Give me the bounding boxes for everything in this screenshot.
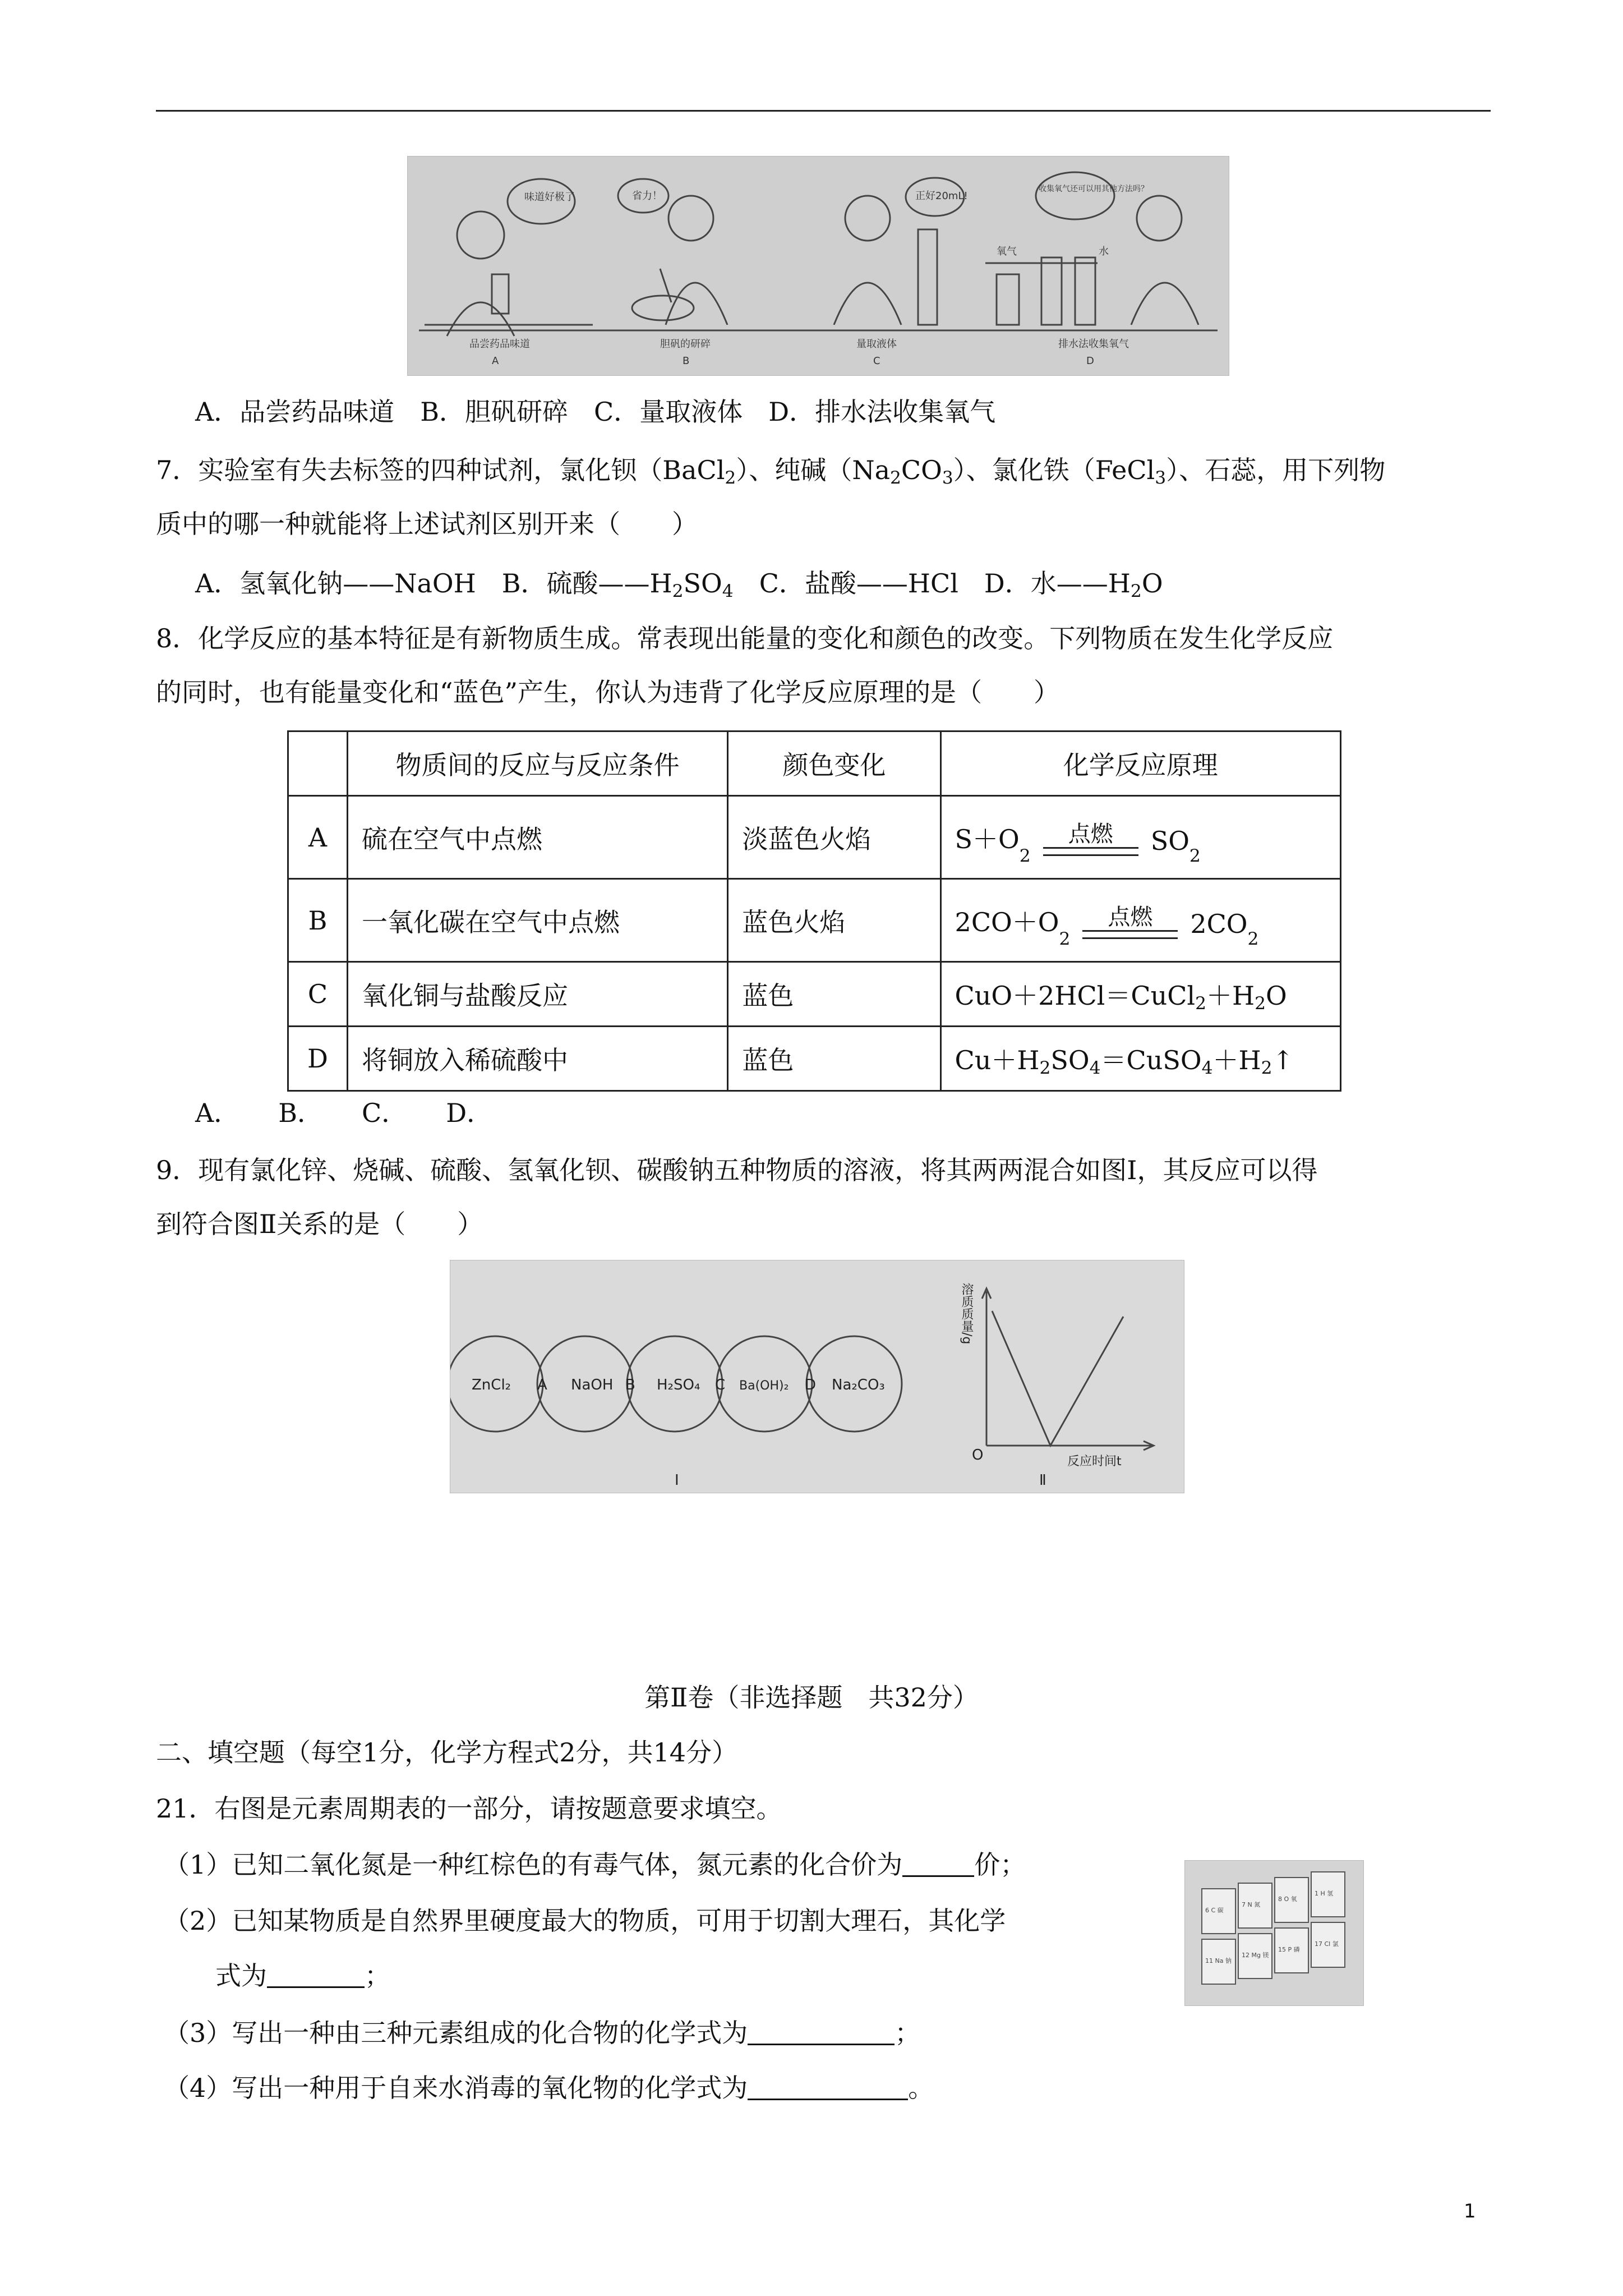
- y-axis-label: 溶质质量/g: [960, 1283, 974, 1345]
- caption-c: 量取液体: [856, 338, 897, 350]
- element-cell: 11 Na 钠: [1205, 1957, 1232, 1964]
- q9-figure: [450, 1260, 1184, 1493]
- reaction-cell: 将铜放入稀硫酸中: [347, 1027, 727, 1091]
- reaction-cell: 氧化铜与盐酸反应: [347, 962, 727, 1027]
- q21-part3: （3）写出一种由三种元素组成的化合物的化学式为 ；: [164, 2018, 921, 2048]
- color-cell: 蓝色火焰: [728, 879, 940, 962]
- answer-blank[interactable]: [902, 1851, 974, 1877]
- lab-operations-drawing: [408, 157, 1229, 375]
- label-baoh2: Ba(OH)₂: [739, 1379, 789, 1393]
- page-number: 1: [1464, 2200, 1476, 2223]
- letter-d: D: [1086, 355, 1094, 367]
- label-zncl2: ZnCl₂: [472, 1377, 511, 1393]
- label-na2co3: Na₂CO₃: [832, 1377, 885, 1393]
- q7-line1: 7．实验室有失去标签的四种试剂，氯化钡（BaCl$_2$）、纯碱$(Na_2CO_3)$、氯化铁（FeCl$_3$）、石蕊，用下列物: [156, 455, 1386, 488]
- row-label: D: [288, 1027, 348, 1091]
- reaction-cell: 一氧化碳在空气中点燃: [347, 879, 727, 962]
- row-label: B: [288, 879, 348, 962]
- q8-line1: 8．化学反应的基本特征是有新物质生成。常表现出能量的变化和颜色的改变。下列物质在发生化学反应: [156, 623, 1334, 654]
- equation-cell: $Cu+H_2SO_4=CuSO_4+H_2↑$: [940, 1027, 1340, 1091]
- fig2-label: Ⅱ: [1039, 1472, 1046, 1489]
- q21-part2-line1: （2）已知某物质是自然界里硬度最大的物质，可用于切割大理石，其化学: [164, 1906, 1006, 1936]
- letter-c: C: [873, 355, 880, 367]
- periodic-table-drawing: [1185, 1861, 1363, 2005]
- row-label: A: [288, 796, 348, 879]
- boy-head-b: [668, 196, 713, 241]
- answer-blank[interactable]: [748, 2019, 895, 2045]
- element-cell: 15 P 磷: [1278, 1946, 1300, 1953]
- speech-bubble-d: [1036, 172, 1114, 219]
- caption-d: 排水法收集氧气: [1058, 338, 1129, 350]
- color-cell: 淡蓝色火焰: [728, 796, 940, 879]
- curve-line: [992, 1311, 1123, 1446]
- q8-line2: 的同时，也有能量变化和“蓝色”产生，你认为违背了化学反应原理的是（ ）: [156, 677, 1060, 707]
- label-naoh: NaOH: [571, 1377, 614, 1393]
- table-row: [288, 962, 1341, 1027]
- q6-options: A．品尝药品味道 B．胆矾研碎 C．量取液体 D．排水法收集氧气: [195, 397, 996, 427]
- q8-options: A． B． C． D．: [195, 1098, 493, 1128]
- answer-blank[interactable]: [748, 2074, 908, 2100]
- bubble-text-d: 收集氧气还可以用其他方法吗？: [1039, 185, 1149, 194]
- q9-line1: 9．现有氯化锌、烧碱、硫酸、氢氧化钡、碳酸钠五种物质的溶液，将其两两混合如图Ⅰ，其反应可以得: [156, 1155, 1318, 1185]
- bottle-icon: [997, 274, 1019, 325]
- bubble-text-b: 省力！: [632, 190, 662, 202]
- bubble-text-a: 味道好极了: [524, 191, 575, 203]
- table-row: [288, 879, 1341, 962]
- element-cell: 6 C 碳: [1205, 1907, 1224, 1914]
- element-cell: 1 H 氢: [1315, 1890, 1334, 1897]
- element-cell: 17 Cl 氯: [1315, 1940, 1339, 1948]
- q9-figure-drawing: [450, 1260, 1184, 1493]
- section2-heading: 二、填空题（每空1分，化学方程式2分，共14分）: [156, 1737, 738, 1768]
- q21-part2-line2: 式为 ；: [215, 1961, 390, 1991]
- table-header-row: [288, 731, 1341, 796]
- element-cell: 12 Mg 镁: [1242, 1952, 1269, 1959]
- equation-cell: $CuO+2HCl=CuCl_2+H_2O$: [940, 962, 1340, 1027]
- q21-part1: （1）已知二氧化氮是一种红棕色的有毒气体，氮元素的化合价为 价；: [164, 1849, 1026, 1880]
- letter-b: B: [683, 355, 690, 367]
- color-cell: 蓝色: [728, 962, 940, 1027]
- equation-cell: S＋O 2 点燃 SO 2: [940, 796, 1340, 879]
- equation-cell: 2CO＋O 2 点燃 2CO 2: [940, 879, 1340, 962]
- element-cell: 8 O 氧: [1278, 1895, 1297, 1903]
- row-label: C: [288, 962, 348, 1027]
- header-cell: 颜色变化: [728, 731, 940, 796]
- label-h2so4: H₂SO₄: [657, 1377, 700, 1393]
- lab-operations-illustration: [407, 156, 1229, 376]
- reaction-cell: 硫在空气中点燃: [347, 796, 727, 879]
- q21-stem: 21．右图是元素周期表的一部分，请按题意要求填空。: [156, 1793, 782, 1824]
- boy-head-a: [457, 211, 504, 259]
- periodic-table-image: [1184, 1860, 1364, 2006]
- tag-oxygen: 氧气: [997, 246, 1017, 257]
- girl-head-c: [845, 196, 890, 241]
- overlap-a: A: [537, 1377, 547, 1393]
- overlap-c: C: [715, 1377, 726, 1393]
- mortar-icon: [632, 296, 694, 320]
- boy-head-d: [1137, 196, 1182, 241]
- x-axis-label: 反应时间t: [1067, 1455, 1122, 1469]
- answer-blank[interactable]: [267, 1962, 365, 1988]
- bubble-text-c: 正好20mL!: [915, 190, 968, 202]
- q7-options: A．氢氧化钠——NaOH B．硫酸$——H_2SO_4$ C．盐酸——HCl D．水$——H_2O$: [195, 568, 1163, 601]
- q21-part4: （4）写出一种用于自来水消毒的氧化物的化学式为 。: [164, 2073, 934, 2103]
- color-cell: 蓝色: [728, 1027, 940, 1091]
- caption-b: 胆矾的研碎: [660, 338, 711, 350]
- table-row: [288, 796, 1341, 879]
- element-cell: 7 N 氮: [1242, 1901, 1261, 1908]
- tag-water: 水: [1099, 246, 1109, 257]
- letter-a: A: [492, 355, 499, 367]
- section-title: 第Ⅱ卷（非选择题 共32分）: [644, 1682, 979, 1713]
- origin-label: O: [972, 1447, 984, 1464]
- graduated-cylinder-icon: [918, 229, 937, 325]
- fig1-label: Ⅰ: [675, 1472, 679, 1489]
- header-cell: 化学反应原理: [940, 731, 1340, 796]
- header-cell: [288, 731, 348, 796]
- overlap-b: B: [625, 1377, 635, 1393]
- table-row: [288, 1027, 1341, 1091]
- top-rule: [156, 110, 1491, 112]
- overlap-d: D: [805, 1377, 817, 1393]
- caption-a: 品尝药品味道: [469, 338, 530, 350]
- q9-line2: 到符合图Ⅱ关系的是（ ）: [156, 1209, 483, 1239]
- header-cell: 物质间的反应与反应条件: [347, 731, 727, 796]
- q7-line2: 质中的哪一种就能将上述试剂区别开来（ ）: [156, 509, 698, 539]
- reaction-table: [287, 730, 1341, 1092]
